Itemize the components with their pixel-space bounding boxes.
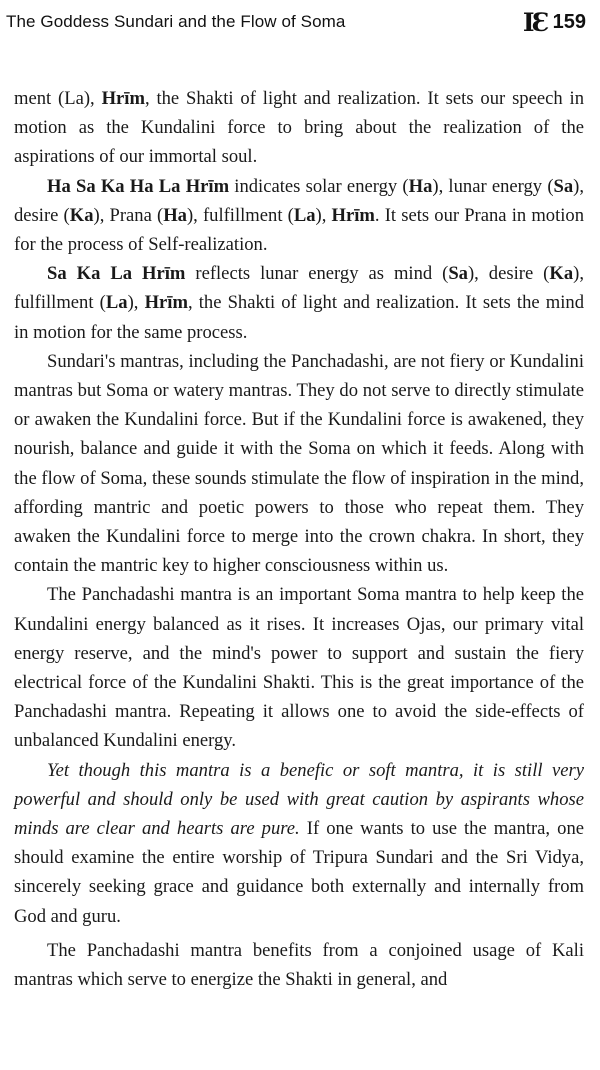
text-run: ), fulfillment ( xyxy=(186,204,294,226)
paragraph-7: The Panchadashi mantra benefits from a conjoined usage of Kali mantras which serve to energize the Shakti in general, and xyxy=(14,939,584,991)
running-header xyxy=(0,6,600,40)
text-run: ), lunar energy ( xyxy=(432,175,554,197)
paragraph-5: The Panchadashi mantra is an important Soma mantra to help keep the Kundalini energy balanced as it rises. It increases Ojas, our primary vital energy reserve, and the mind's power to support and sustain the fiery electrical force of the Kundalini Shakti. This is the great importance of the Panchadashi mantra. Repeating it allows one to avoid the side-effects of unbalanced Kundalini energy. xyxy=(14,584,584,752)
italic-caution: Yet though this mantra is a benefic or soft mantra, it is still very powerful and should only be used with great caution by aspirants whose minds are clear and hearts are pure. xyxy=(14,759,584,840)
paragraph-2 xyxy=(14,172,584,260)
page-number: 159 xyxy=(552,11,586,33)
text-run: . It sets our Prana in motion for the process of Self-realization. xyxy=(14,204,585,256)
mantra-term: Hrīm xyxy=(331,204,375,226)
mantra-term: La xyxy=(105,292,128,314)
paragraph-4: Sundari's mantras, including the Panchadashi, are not fiery or Kundalini mantras but Soma or watery mantras. They do not serve to directly stimulate or awaken the Kundalini force. But if the Kundalini force is awakened, they nourish, balance and guide it with the Soma on which it feeds. Along with the flow of Soma, these sounds stimulate the flow of inspiration in the mind, affording mantric and poetic powers to those who repeat them. They awaken the Kundalini force to merge into the crown chakra. In short, they contain the mantric key to higher consciousness within us. xyxy=(14,350,584,577)
mantra-term: Ha xyxy=(408,175,433,197)
paragraph-3 xyxy=(14,259,584,347)
text-run: ), desire ( xyxy=(14,175,584,226)
text-run: indicates solar energy ( xyxy=(229,175,409,197)
mantra-term: Ha Sa Ka Ha La Hrīm xyxy=(47,175,230,197)
mantra-term: Ha xyxy=(163,204,187,226)
paragraph-6 xyxy=(14,756,584,931)
text-run: ment (La), xyxy=(14,88,102,109)
text-run: ), xyxy=(315,204,332,226)
mantra-term: Ka xyxy=(69,204,94,226)
body-text xyxy=(14,84,584,994)
mantra-term: Ka xyxy=(549,263,574,285)
mantra-term: Hrīm xyxy=(144,292,188,314)
text-run: ), desire ( xyxy=(467,263,550,285)
paragraph-1 xyxy=(14,84,584,172)
mantra-term: La xyxy=(293,204,316,226)
mantra-term: Hrīm xyxy=(101,88,145,109)
text-run: ), Prana ( xyxy=(93,204,164,226)
mantra-term: Sa Ka La Hrīm xyxy=(47,263,186,285)
mantra-term: Sa xyxy=(448,263,468,285)
text-run: ), xyxy=(127,292,145,314)
text-run: reflects lunar energy as mind ( xyxy=(185,263,449,285)
text-run: , the Shakti of light and realization. It sets our speech in motion as the Kundalini force to bring about the realization of the aspirations of our immortal soul. xyxy=(14,88,584,168)
text-run: , the Shakti of light and realization. It sets the mind in motion for the same process. xyxy=(14,292,584,343)
publisher-logo-icon: IƐ xyxy=(522,7,547,37)
text-run: ), fulfillment ( xyxy=(14,263,584,314)
header-right xyxy=(523,6,586,38)
chapter-title: The Goddess Sundari and the Flow of Soma xyxy=(6,12,346,31)
mantra-term: Sa xyxy=(553,175,574,197)
text-run: If one wants to use the mantra, one should examine the entire worship of Tripura Sundari and the Sri Vidya, sincerely seeking grace and guidance both externally and internally from God and guru. xyxy=(14,818,585,927)
